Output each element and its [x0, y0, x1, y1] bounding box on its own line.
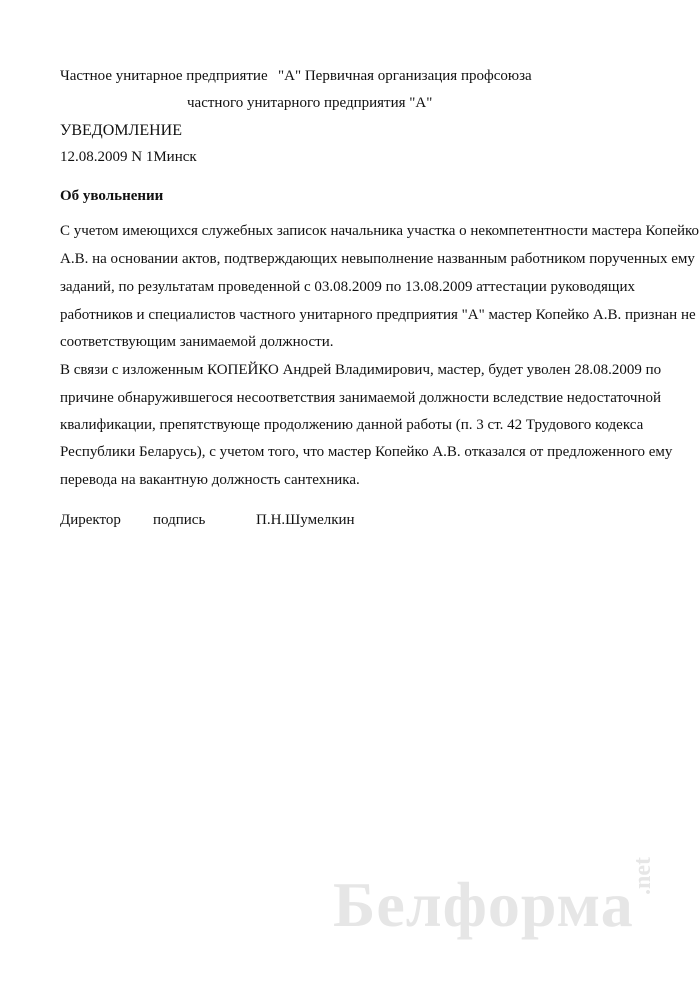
body-line: работников и специалистов частного унитарного предприятия "А" мастер Копейко А.В. признан не: [60, 307, 696, 323]
signature-position: Директор: [60, 512, 121, 528]
body-line: перевода на вакантную должность сантехника.: [60, 472, 360, 488]
signature-sign: подпись: [153, 512, 206, 528]
watermark-suffix: .net: [630, 857, 656, 895]
body-line: квалификации, препятствующе продолжению данной работы (п. 3 ст. 42 Трудового кодекса: [60, 417, 644, 433]
subject: Об увольнении: [60, 188, 164, 204]
body-line: А.В. на основании актов, подтверждающих невыполнение названным работником порученных ему: [60, 251, 695, 267]
body-line: заданий, по результатам проведенной с 03.08.2009 по 13.08.2009 аттестации руководящих: [60, 279, 635, 295]
body-line: Республики Беларусь), с учетом того, что мастер Копейко А.В. отказался от предложенного ему: [60, 444, 673, 460]
body-line: причине обнаружившегося несоответствия занимаемой должности вследствие недостаточной: [60, 390, 662, 406]
date-number-place: 12.08.2009 N 1Минск: [60, 149, 197, 165]
header-union-line2: частного унитарного предприятия "А": [187, 95, 433, 111]
watermark-logo: Белформа: [333, 869, 634, 940]
signature-name: П.Н.Шумелкин: [256, 512, 355, 528]
header-organization: Частное унитарное предприятие: [60, 68, 268, 84]
body-line: В связи с изложенным КОПЕЙКО Андрей Владимирович, мастер, будет уволен 28.08.2009 по: [60, 362, 662, 378]
header-union: "А" Первичная организация профсоюза: [278, 68, 532, 84]
body-line: соответствующим занимаемой должности.: [60, 334, 334, 350]
document-type: УВЕДОМЛЕНИЕ: [60, 122, 182, 139]
body-line: С учетом имеющихся служебных записок начальника участка о некомпетентности мастера Копейко: [60, 223, 700, 239]
